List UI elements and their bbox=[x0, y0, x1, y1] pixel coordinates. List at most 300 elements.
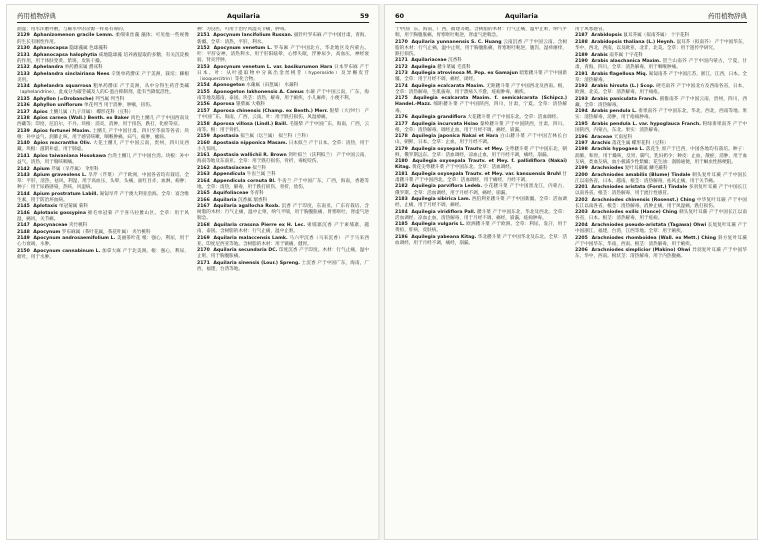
entry-description: 耧斗菜属 毛茛科 bbox=[437, 64, 471, 70]
entry-description: 甘肃耧斗菜 产于中国西北。全草：活血调经，用于痛经，月经不调。 bbox=[395, 171, 567, 183]
entry-number: 2156 bbox=[197, 102, 210, 108]
entry-description: 秦岭耧斗菜 产于中国陕西，甘肃，四川。根，全草：清热解毒，调经止血，用于月经不调，痛经，崩漏。 bbox=[395, 121, 567, 133]
right-header-book-title: 药用植物辞典 bbox=[708, 12, 747, 20]
entry-description: 匍匐旱芹 产于澳大利亚沿海。全草：富含维生素，用于防治坏血病。 bbox=[17, 191, 189, 203]
entry-number: 2164 bbox=[197, 178, 210, 184]
entry-description: 辛奥单药爵床 产于美洲，栽培；棘根炎用。 bbox=[17, 71, 189, 83]
entry-number: 2173 bbox=[395, 71, 408, 77]
entry-term: Arabis paniculata Franch. bbox=[591, 96, 658, 102]
dictionary-entry bbox=[17, 84, 189, 96]
entry-description: 绵毛单冠菊 产于喜马拉雅山区。全草：用于风湿，痛风，关节痛。 bbox=[17, 210, 189, 222]
entry-number: 2187 bbox=[575, 33, 588, 39]
entry-term: Apium prostratum Labill. bbox=[33, 191, 99, 197]
entry-description: 长尾复叶耳蕨 产于中国浙江，福建，台湾，江西等地。全草：用于痢疾。 bbox=[575, 222, 747, 235]
entry-number: 2180 bbox=[395, 159, 408, 165]
entry-description: 单药爵床属 爵床科 bbox=[64, 65, 103, 71]
entry-description: 银柴属 大戟科 bbox=[236, 102, 266, 108]
left-page-header bbox=[17, 11, 369, 23]
entry-number: 2135 bbox=[17, 96, 30, 102]
entry-number: 2169 bbox=[197, 235, 210, 241]
entry-description: 落花生 原产于巴西，中国各地均有栽培。种子：润肺，和胃，用于燥咳，反胃，脚气，乳妇奶少；种皮：止血，散瘀，消肿，用于血友病，类血友病，血小板减少性紫癜；花生油：润肠通便，用于蛔虫性肠梗阻。 bbox=[575, 147, 747, 165]
entry-term: Aquilaria sinensis (Lour.) Spreng. bbox=[213, 260, 301, 266]
dictionary-entry bbox=[17, 116, 189, 128]
entry-description: 土圞儿 产于中国甘肃、四川至华南等各省；块根：补中益气、润肺止咳，用于感冒咳嗽，咽喉肿痛，疝气，痈肿，瘰疬。 bbox=[17, 128, 189, 140]
entry-number: 2146 bbox=[17, 210, 30, 216]
dictionary-entry bbox=[575, 236, 747, 248]
entry-description: 水蕹 产于中国云南，广东，海南等地及越南，泰国。块茎：清热，解毒，用于痢疾，小儿麻疹，小便不利。 bbox=[197, 89, 369, 101]
entry-description: 加拿大麻 产于北美洲。根：强心，利尿，催吐，用于水肿。 bbox=[17, 248, 189, 260]
entry-term: Aphanizomenon gracile Lemm. bbox=[33, 33, 114, 39]
entry-description: 牛齿兰属 兰科 bbox=[246, 172, 276, 178]
entry-number: 2150 bbox=[17, 248, 30, 254]
entry-term: Aquilegia bbox=[411, 64, 436, 70]
entry-description: 夹竹桃科 bbox=[68, 223, 88, 229]
entry-term: Aponogeton bbox=[213, 83, 245, 89]
entry-number: 2183 bbox=[395, 197, 408, 202]
entry-number: 2190 bbox=[575, 59, 588, 65]
dictionary-entry bbox=[197, 261, 369, 273]
entry-description: 硬毛南芥 产于中国北方及西南各省，日本，欧洲，北美。全草：清热解毒，用于痈疮。 bbox=[575, 84, 747, 96]
entry-number: 2129 bbox=[17, 33, 30, 39]
entry-description: 复叶耳蕨属 鳞毛蕨科 bbox=[624, 166, 668, 172]
dictionary-entry bbox=[575, 109, 747, 121]
entry-term: Aquilaria yunnanensis S. C. Huang bbox=[411, 39, 502, 45]
entry-term: Arabis bbox=[591, 52, 608, 58]
entry-number: 2139 bbox=[17, 128, 30, 134]
entry-number: 2155 bbox=[197, 89, 210, 95]
dictionary-entry bbox=[17, 192, 189, 204]
dictionary-entry bbox=[395, 58, 567, 64]
dictionary-entry bbox=[575, 166, 747, 172]
entry-number: 2147 bbox=[17, 223, 30, 229]
entry-term: Arachniodes aristata (Forst.) Tindale bbox=[591, 185, 688, 191]
entry-term: Arabis alaschanica Maxim. bbox=[591, 59, 661, 65]
entry-term: Aphelandra sinclairiana Nees bbox=[33, 71, 110, 77]
entry-term: Apocynum venetum L. bbox=[213, 46, 272, 52]
entry-term: Arachis bbox=[591, 140, 611, 146]
dictionary-entry bbox=[17, 110, 189, 116]
entry-number: 2203 bbox=[575, 210, 588, 216]
entry-term: Aquilegia oxysepala Trautv. et Mey. f. pallidiflora (Nakai) Kitag. bbox=[395, 159, 567, 171]
entry-number: 2167 bbox=[197, 204, 210, 210]
entry-number: 2171 bbox=[197, 260, 210, 266]
entry-description: 牛齿兰 产于中国广东，广西，海南，香港等地。全草：清热，解毒，用于跌打损伤，骨折，烫伤。 bbox=[197, 178, 369, 190]
dictionary-entry bbox=[575, 173, 747, 185]
entry-number: 2205 bbox=[575, 235, 588, 241]
dictionary-entry bbox=[575, 33, 747, 39]
entry-number: 2194 bbox=[575, 109, 588, 115]
right-page-header bbox=[395, 11, 747, 23]
entry-description: 沉香科 bbox=[448, 58, 462, 64]
dictionary-entry bbox=[575, 248, 747, 260]
right-page bbox=[384, 4, 758, 540]
left-page-columns bbox=[17, 27, 369, 533]
entry-number: 2144 bbox=[17, 191, 30, 197]
entry-description: 罗布麻属（茶叶花属，茶花叶属） 夹竹桃科 bbox=[61, 229, 151, 235]
entry-term: Aphanocapsa bbox=[33, 46, 68, 52]
entry-term: Aquilegia atrovinosa M. Pop. ex Gamajun bbox=[411, 71, 519, 77]
entry-term: Aquilariaceae bbox=[411, 58, 447, 64]
dictionary-entry bbox=[17, 46, 189, 52]
dictionary-entry bbox=[197, 122, 369, 134]
entry-description: 沉香 产于印度，东南亚，广东有栽培。含树脂的木材：行气止痛，温中止呕，纳气平喘，用于胸腹胀痛，胃寒呕吐，肾虚气逆喘急。 bbox=[197, 204, 369, 222]
entry-number: 2181 bbox=[395, 171, 408, 177]
entry-number: 2159 bbox=[197, 134, 210, 140]
entry-description: 单花列当 用于消肿，肿瘤，扭伤。 bbox=[84, 103, 155, 109]
dictionary-entry bbox=[395, 134, 567, 146]
entry-description: 小花耧斗菜 产于中国黑龙江，内蒙古，俄罗斯。全草：活血调经，用于月经不调，痛经，崩漏。 bbox=[395, 184, 567, 196]
entry-description: 落花生属 蝶形花科（豆科） bbox=[611, 140, 669, 146]
entry-term: Aquilaria agallocha Roxb. bbox=[213, 204, 280, 210]
entry-term: Aquilegia yabeana Kitag. bbox=[411, 234, 477, 240]
dictionary-entry bbox=[17, 236, 189, 248]
entry-number: 2191 bbox=[575, 71, 588, 77]
dictionary-entry bbox=[395, 197, 567, 209]
entry-number: 2179 bbox=[395, 146, 408, 152]
entry-term: Aquilegia ecalcarata Maxim. f. semicalcarata (Schipcz.) Handel.-Mazz. bbox=[395, 96, 567, 108]
dictionary-entry bbox=[197, 248, 369, 260]
entry-description: 水蕹属（田葱属） 水蕹科 bbox=[246, 83, 299, 89]
entry-description: 剑叶拟兰（沃利拟兰） 产于中国云南，海南等地及东南亚。全草：用于跌打损伤，骨折，毒蛇咬伤。 bbox=[197, 153, 369, 165]
dictionary-entry bbox=[395, 40, 567, 58]
dictionary-entry bbox=[197, 141, 369, 153]
entry-number: 2201 bbox=[575, 185, 588, 191]
dictionary-entry bbox=[197, 236, 369, 248]
entry-description: 油湿；用水洋磨外敷，与稀水中的杂源一样易有毒的。 bbox=[17, 27, 128, 32]
entry-description: 拟兰属（坛兰属） 拟兰科（兰科） bbox=[240, 134, 311, 140]
entry-description: 咸地隐球藻 培养液提取的多糖，有关沉淀极的作用，用于体肤变黄、紫斑，皮肤干燥。 bbox=[17, 52, 189, 64]
dictionary-entry bbox=[17, 103, 189, 109]
dictionary-entry bbox=[197, 179, 369, 191]
entry-number: 2178 bbox=[395, 134, 408, 140]
entry-description: 沉香属 瑞香科 bbox=[238, 197, 268, 203]
entry-term: Aphyllon (=Orobanche) bbox=[33, 96, 94, 102]
entry-number: 2133 bbox=[17, 71, 30, 77]
dictionary-entry bbox=[575, 135, 747, 141]
entry-description: 列当属 列当科 bbox=[95, 96, 125, 102]
entry-number: 2170 bbox=[197, 248, 210, 254]
entry-term: Apostasia bbox=[213, 134, 239, 140]
entry-number: 2202 bbox=[575, 197, 588, 203]
entry-description: 大花耧斗菜 产于中国东北。全草：活血调经。 bbox=[467, 115, 561, 121]
entry-term: Arachniodes chinensis (Rosenst.) Ching bbox=[591, 197, 695, 203]
entry-number: 2177 bbox=[395, 121, 408, 127]
entry-term: Apium bbox=[33, 166, 50, 172]
entry-description: 白山耧斗菜 产于中国吉林长白山，朝鲜，日本。全草：止血，用于月经不调。 bbox=[395, 134, 567, 146]
entry-term: Aquilaria secundaria DC. bbox=[213, 248, 278, 254]
right-page-columns bbox=[395, 27, 747, 533]
entry-term: Arachniodes amabilis (Blume) Tindale bbox=[591, 172, 691, 178]
dictionary-entry bbox=[197, 83, 369, 89]
dictionary-entry bbox=[17, 53, 189, 65]
dictionary-entry bbox=[395, 159, 567, 171]
entry-term: Arachis hypogaea L. bbox=[591, 147, 645, 153]
entry-description: 鼠耳芥（拟南芥） 产于中国华东，华中，西北，西南，以及欧亚，北非，北美。全草：用于遗传学研究。 bbox=[575, 39, 747, 52]
left-page-column-2 bbox=[197, 27, 369, 533]
dictionary-entry bbox=[197, 134, 369, 140]
dictionary-entry bbox=[17, 223, 189, 229]
dictionary-entry bbox=[17, 167, 189, 173]
entry-number: 2200 bbox=[575, 172, 588, 178]
entry-number: 2154 bbox=[197, 83, 210, 89]
dictionary-entry bbox=[17, 154, 189, 166]
entry-term: Arachniodes pseudo-aristata (Tagawa) Ohwi bbox=[591, 222, 707, 228]
entry-description: 尖萼耧斗菜 产于中国东北，朝鲜，俄罗斯远东。全草：活血调经，凉血止血，用于月经不调，痛经，崩漏。 bbox=[395, 146, 567, 158]
entry-term: Aphelandra squarrosa bbox=[33, 84, 92, 90]
entry-term: Aporosa bbox=[213, 102, 235, 108]
entry-term: Arabis pendula L. var. hypoglauca Franch. bbox=[591, 121, 701, 127]
entry-term: Aplotaxis gossypina bbox=[33, 210, 86, 216]
entry-description: 日本罗布麻 产于日本。叶：从叶提取物中分离出金丝桃苷（hyperoside）及异槲皮苷（isoquercitrin）等化合物。 bbox=[197, 64, 369, 82]
entry-description: 圆锥南芥 产于中国云南，贵州，四川，西藏。全草：清热解毒。 bbox=[575, 96, 747, 108]
entry-number: 2153 bbox=[197, 64, 210, 70]
entry-number: 2148 bbox=[17, 229, 30, 235]
dictionary-entry bbox=[395, 115, 567, 121]
entry-term: Arabis hirsuta (L.) Scop. bbox=[591, 84, 655, 90]
entry-number: 2189 bbox=[575, 52, 588, 58]
entry-term: Arachniodes simplicior (Makino) Ohwi bbox=[591, 248, 691, 254]
dictionary-entry bbox=[197, 46, 369, 64]
dictionary-entry bbox=[575, 59, 747, 71]
entry-term: Aquilegia viridiflora Pall. bbox=[411, 209, 476, 215]
entry-description: 马六甲沉香（马来沉香） 产于马来西亚，印度尼西亚等地。含树脂的木材：用于镇痛，健胃。 bbox=[197, 235, 369, 247]
entry-description: 柬埔寨沉香 产于柬埔寨，越南，泰国。含树脂的木材：行气止痛，温中止呕。 bbox=[197, 222, 369, 235]
dictionary-entry bbox=[197, 65, 369, 83]
entry-number: 2132 bbox=[17, 65, 30, 71]
entry-term: Aporosa villosa (Lindl.) Baill. bbox=[213, 121, 288, 127]
entry-number: 2141 bbox=[17, 153, 30, 159]
entry-number: 2134 bbox=[17, 84, 30, 90]
entry-number: 2157 bbox=[197, 108, 210, 114]
left-header-running-head: Aquilaria bbox=[227, 12, 260, 20]
dictionary-entry bbox=[575, 223, 747, 235]
dictionary-entry bbox=[17, 141, 189, 153]
entry-term: Appendicula cornuta Bl. bbox=[213, 178, 276, 184]
entry-term: Apios fortunei Maxim. bbox=[33, 128, 91, 134]
entry-description: 斜方复叶耳蕨 产于中国华东，华南，西南。根茎：清热解毒，用于痢疾。 bbox=[575, 235, 747, 247]
entry-term: Apios carnea (Wall.) Benth. ex Baker bbox=[33, 116, 130, 122]
entry-term: Aquilegia ecalcarata Maxim. bbox=[411, 83, 485, 89]
entry-number: 2206 bbox=[575, 248, 588, 254]
entry-term: Aquilaria bbox=[213, 197, 237, 203]
dictionary-entry bbox=[197, 33, 369, 45]
dictionary-entry bbox=[395, 235, 567, 247]
entry-description: 用于风寒感冒。 bbox=[575, 27, 608, 32]
entry-number: 2149 bbox=[17, 236, 30, 242]
dictionary-entry bbox=[17, 173, 189, 191]
entry-term: Aquilegia incurvata Hsiao bbox=[411, 121, 479, 127]
dictionary-entry bbox=[17, 129, 189, 141]
book-spread bbox=[6, 4, 758, 540]
entry-number: 2171 bbox=[395, 58, 408, 64]
dictionary-entry bbox=[575, 40, 747, 52]
dictionary-entry bbox=[575, 97, 747, 109]
entry-term: Apostasia wallichii R. Brown bbox=[213, 153, 287, 159]
entry-number: 2142 bbox=[17, 166, 30, 172]
entry-description: 垂果南芥 产于中国东北，华北，西北，西南等地。果实：清热解毒，消肿，用于疮痈肿毒。 bbox=[575, 109, 747, 121]
entry-term: Appendicula bbox=[213, 172, 246, 178]
entry-description: 日本拟兰 产于日本。全草：清热，用于小儿惊风。 bbox=[197, 140, 369, 152]
entry-description: 天南星科 bbox=[613, 134, 633, 140]
entry-number: 2185 bbox=[395, 222, 408, 228]
entry-number: 2138 bbox=[17, 116, 30, 122]
dictionary-entry bbox=[197, 153, 369, 165]
entry-description: 暗紫耧斗菜 产于中国新疆。全草：用于月经不调，痛经，闭经。 bbox=[395, 71, 567, 83]
dictionary-entry bbox=[395, 222, 567, 234]
entry-number: 2192 bbox=[575, 84, 588, 90]
dictionary-entry bbox=[197, 166, 369, 172]
entry-term: Aporosa chinensis (Champ. ex Benth.) Merr. bbox=[213, 108, 328, 114]
entry-term: Aquifoliaceae bbox=[213, 191, 249, 197]
left-header-book-title: 药用植物辞典 bbox=[17, 12, 56, 20]
entry-number: 2204 bbox=[575, 222, 588, 228]
entry-term: Apocynum cannabinum L. bbox=[33, 248, 101, 254]
entry-number: 2197 bbox=[575, 140, 588, 146]
entry-term: Arachniodes exilis (Hance) Ching bbox=[591, 210, 678, 216]
entry-number: 2163 bbox=[197, 172, 210, 178]
dictionary-entry bbox=[575, 210, 747, 222]
dictionary-entry bbox=[575, 84, 747, 96]
entry-term: Aquilegia grandiflora bbox=[411, 115, 466, 121]
left-page bbox=[6, 4, 380, 540]
entry-number: 2195 bbox=[575, 121, 588, 127]
entry-description: 黄花尖萼耧斗菜 产于中国东北。全草：活血调经。 bbox=[411, 165, 515, 171]
entry-description: 毛银柴 产于中国广东，海南，广西，云南等。根：用于骨折。 bbox=[197, 121, 369, 133]
entry-term: Aplotaxis bbox=[33, 204, 58, 210]
entry-number: 2198 bbox=[575, 147, 588, 153]
entry-description: 旱芹（芹菜） 产于欧洲，中国各省均有栽培。全草：平肝，清热，祛风，利湿，用于高血压，头晕，头痛，面红目赤，血淋，痈肿；种子：用于尿路感染，热咳，风湿病。 bbox=[17, 173, 189, 191]
right-page-column-2 bbox=[575, 27, 747, 533]
entry-description: 印度沉香 产于印度。木材：行气止痛，温中止呕，用于胸腹胀痛。 bbox=[197, 248, 369, 260]
entry-term: Arachniodes rhomboidea (Wall. ex Mett.) Ching bbox=[591, 235, 717, 241]
entry-term: Apios taiwaniana Hosokawa bbox=[33, 153, 107, 159]
entry-description: 华北耧斗菜 产于中国华北及东北。全草：活血调经，用于月经不调，痛经，崩漏。 bbox=[395, 234, 567, 246]
entry-description: 单冠菊属 菊科 bbox=[58, 204, 88, 210]
entry-term: Arabis flagellosa Miq. bbox=[591, 71, 648, 77]
entry-number: 2186 bbox=[395, 234, 408, 240]
dictionary-entry bbox=[17, 33, 189, 45]
entry-number: 2188 bbox=[575, 39, 588, 45]
dictionary-entry bbox=[575, 147, 747, 165]
entry-term: Aquilegia parviflora Ledeb. bbox=[411, 184, 483, 190]
dictionary-entry bbox=[197, 172, 369, 178]
dictionary-entry bbox=[395, 96, 567, 114]
dictionary-entry bbox=[197, 204, 369, 222]
dictionary-entry bbox=[197, 90, 369, 102]
entry-description: 云南沉香 产于中国云南。含树脂的木材：行气止痛，温中止呕，用于胸腹胀痛，胃寒呕吐呃逆，腹泻，湿疹瘙痒，跌打损伤。 bbox=[395, 39, 567, 57]
dictionary-entry bbox=[395, 71, 567, 83]
dictionary-entry bbox=[17, 204, 189, 210]
dictionary-entry bbox=[395, 84, 567, 96]
dictionary-entry bbox=[17, 72, 189, 84]
dictionary-entry bbox=[17, 230, 189, 236]
entry-term: Apostasiaceae bbox=[213, 165, 251, 171]
entry-description: 银柴（大沙叶） 产于中国广东，海南，广西，云南。叶：用于跌打损伤，风湿痹痛。 bbox=[197, 108, 369, 121]
entry-description: 鼠耳芥属（拟南芥属） 十字花科 bbox=[623, 33, 690, 39]
dictionary-entry bbox=[395, 147, 567, 159]
entry-number: 2199 bbox=[575, 166, 588, 172]
entry-number: 2170 bbox=[395, 39, 408, 45]
entry-number: 2145 bbox=[17, 204, 30, 210]
entry-term: Apocynaceae bbox=[33, 223, 68, 229]
right-page-column-1 bbox=[395, 27, 567, 533]
entry-description: 冬青科 bbox=[249, 191, 264, 197]
entry-term: Aquilegia japonica Nakai et Hara bbox=[411, 134, 499, 140]
entry-number: 2151 bbox=[197, 33, 210, 39]
left-page-column-1 bbox=[17, 27, 189, 533]
entry-number: 2152 bbox=[197, 46, 210, 52]
entry-description: 中华复叶耳蕨 产于中国长江以南各省。根茎：清热解毒，消肿止痛，用于风湿痛，跌打损伤。 bbox=[575, 197, 747, 209]
entry-term: Aquilegia sibirica Lam. bbox=[411, 197, 471, 202]
entry-number: 2143 bbox=[17, 173, 30, 179]
entry-number: 2161 bbox=[197, 153, 210, 159]
entry-term: Aphyllon uniflorum bbox=[33, 103, 83, 109]
entry-number: 2175 bbox=[395, 96, 408, 102]
entry-description: 隐球藻属 色球藻科 bbox=[69, 46, 108, 52]
entry-description: 匍匐南芥 产于中国江苏，浙江，江西，日本。全草：清热解毒。 bbox=[575, 71, 747, 83]
dictionary-entry bbox=[17, 249, 189, 261]
dictionary-entry bbox=[395, 184, 567, 196]
entry-term: Aquilaria malaccensis Lamk. bbox=[213, 235, 288, 241]
entry-description: 贺兰山南芥 产于中国内蒙古，宁夏，甘肃，青海，四川。全草：清热解毒，用于咽喉肿痛。 bbox=[575, 59, 747, 71]
entry-term: Apocynum bbox=[33, 229, 61, 235]
entry-description: 刺头复叶耳蕨 产于中国长江以南各省，日本，越南。根茎：清热解毒，祛风止痛，用于关节痛。 bbox=[575, 172, 747, 184]
entry-term: Aponogeton lakhonensis A. Camus bbox=[213, 89, 304, 95]
entry-term: Araceae bbox=[591, 134, 613, 140]
dictionary-entry bbox=[575, 122, 747, 134]
entry-term: Aquilegia oxysepala Trautv. et Mey. bbox=[411, 146, 504, 152]
entry-number: 2196 bbox=[575, 134, 588, 140]
entry-number: 2160 bbox=[197, 140, 210, 146]
dictionary-entry bbox=[17, 65, 189, 71]
entry-description: 种：为良医，可用于治疗风湿关节痛，肿毒。 bbox=[197, 27, 289, 32]
entry-term: Apocynum lancifolium Russan. bbox=[213, 33, 293, 39]
dictionary-entry bbox=[575, 53, 747, 59]
entry-number: 2136 bbox=[17, 103, 30, 109]
entry-description: 土圞儿属（九子洋属） 蝶形花科（豆科） bbox=[49, 109, 134, 115]
entry-description: 无距耧斗菜 产于中国西北及西南。根，全草：清热解毒，生肌拔毒，用于溃疡久不愈，疮痈肿毒，痢疾。 bbox=[395, 83, 567, 95]
entry-term: Apium graveolens L. bbox=[33, 173, 87, 179]
entry-term: Arabis pendula L. bbox=[591, 109, 637, 115]
dictionary-entry bbox=[395, 27, 567, 39]
entry-number: 2162 bbox=[197, 165, 210, 171]
dictionary-entry bbox=[197, 102, 369, 108]
right-header-page-number: 60 bbox=[395, 12, 405, 20]
entry-term: Apostasia nipponica Masam. bbox=[213, 140, 288, 146]
entry-description: 柔细束丝藻 藻体；可见他一些视像的生长有刚性作用。 bbox=[17, 33, 189, 45]
entry-number: 2131 bbox=[17, 52, 30, 58]
entry-description: 大花土圞儿 产于中国云南，贵州，四川及西藏。块根：滋阴补虚，用于肺虚。 bbox=[17, 141, 189, 153]
entry-number: 2193 bbox=[575, 96, 588, 102]
entry-number: 2174 bbox=[395, 83, 408, 89]
entry-term: Apocynum venetum L. var. basikurumon Hara bbox=[213, 64, 333, 70]
entry-description: 于中国广东，海南，广西，福建等地。含树脂的木材：行气止痛，温中止呕，纳气平喘，用于胸腹胀痛，胃寒呕吐呃逆，肾虚气逆喘急。 bbox=[395, 27, 567, 39]
entry-description: 美丽茶叶花 根：强心，利尿，用于心力衰竭，水肿。 bbox=[17, 236, 189, 248]
entry-term: Apocynum androsaemifolium L. bbox=[33, 236, 116, 242]
entry-term: Aquilegia oxysepala Trautv. et Mey. var. kansuensis Bruhl bbox=[411, 171, 561, 177]
left-header-page-number: 59 bbox=[359, 12, 369, 20]
entry-term: Arabidopsis bbox=[591, 33, 622, 39]
entry-description: 多羽复叶耳蕨 产于中国长江以南各省。根茎：清热解毒，用于流行性感冒。 bbox=[575, 185, 747, 197]
dictionary-entry bbox=[197, 191, 369, 197]
entry-term: Aphelandra bbox=[33, 65, 64, 71]
dictionary-entry bbox=[395, 122, 567, 134]
entry-term: Arachniodes bbox=[591, 166, 624, 172]
entry-number: 2168 bbox=[197, 222, 210, 228]
entry-term: Aquilaria crassna Pierre ex H. Lec. bbox=[213, 222, 306, 228]
entry-description: 台湾土圞儿 产于中国台湾。块根：补中益气，清热，用于喘咳咽痛。 bbox=[17, 153, 189, 166]
entry-term: Apios macrantha Oliv. bbox=[33, 141, 92, 147]
